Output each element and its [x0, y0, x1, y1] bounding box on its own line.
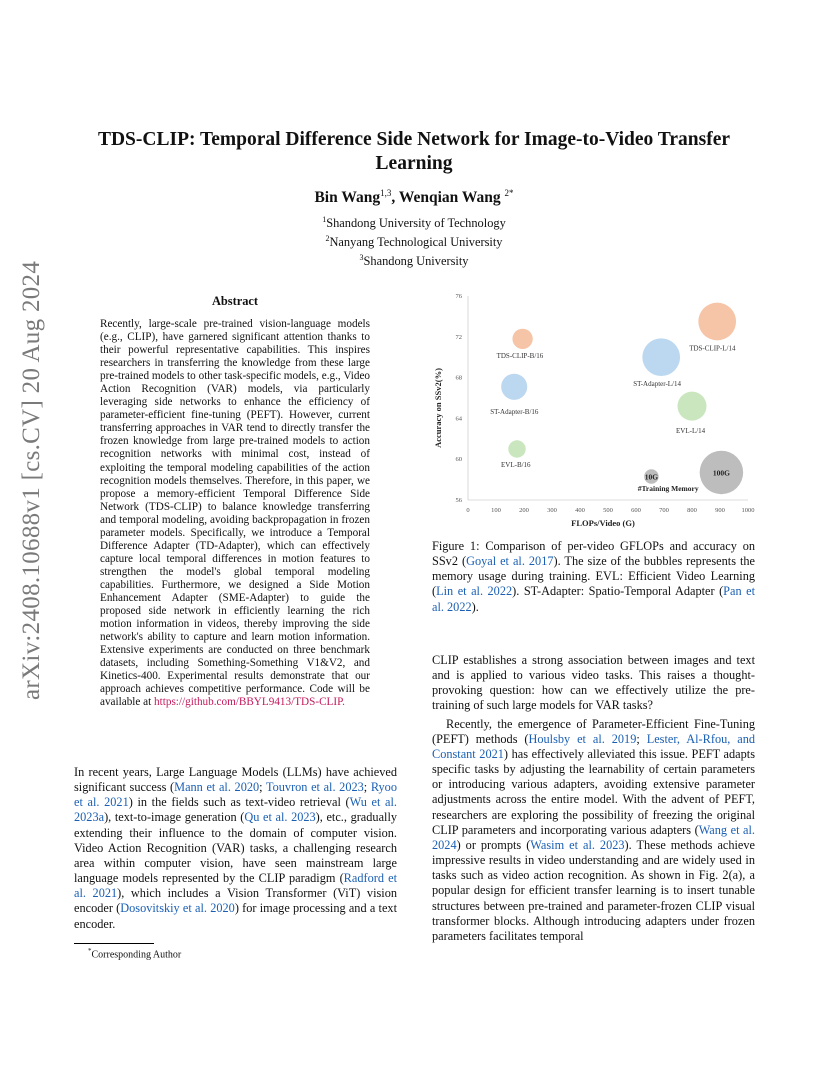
abstract-body: Recently, large-scale pre-trained vision-language models (e.g., CLIP), have garnered significant attention thanks to their powerful representative capabilities. This inspires researchers in transferring the knowledge from these large pre-trained models to other task-specific models, e.g., Video Action Recognition (VAR) models, via particularly leveraging side networks to enhance the efficiency of parameter-efficient fine-tuning (PEFT). However, current transferring approaches in VAR tend to directly transfer the frozen knowledge from large pre-trained models to action recognition networks with minimal cost, instead of exploiting the temporal modeling capabilities of the action recognition models themselves. Therefore, in this paper, we propose a memory-efficient Temporal Difference Side Network (TDS-CLIP) to balance knowledge transferring and temporal modeling, avoiding backpropagation in frozen parameter models. Specifically, we introduce a Temporal Difference Adapter (TD-Adapter), which can effectively capture local temporal differences in motion features to strengthen the model's global temporal modeling capabilities. Furthermore, we designed a Side Motion Enhancement Adapter (SME-Adapter) to guide the proposed side network in efficiently learning the rich motion information in videos, thereby improving the side network's ability to capture and learn motion information. Extensive experiments are conducted on three benchmark datasets, including Something-Something V1&V2, and Kinetics-400. Experimental results demonstrate that our approach achieves competitive performance. Code will be available at	[100, 318, 370, 709]
affiliation-name: Nanyang Technological University	[329, 235, 503, 250]
y-tick-label: 68	[455, 374, 462, 382]
affiliation	[80, 212, 748, 231]
chart-bubbles	[501, 303, 743, 495]
author-name: Bin Wang	[314, 189, 381, 207]
x-tick-label: 500	[603, 507, 613, 514]
bubble-point	[512, 329, 532, 349]
citation-link[interactable]: Mann et al. 2020	[174, 780, 260, 795]
caption-text: Figure 1: Comparison of per-video GFLOPs and accuracy on SSv2 (	[432, 539, 755, 569]
citation-link[interactable]: Wang et al. 2024	[432, 822, 755, 852]
y-tick-label: 64	[455, 415, 462, 423]
author-sup: 1,3	[380, 188, 392, 198]
y-axis-title: Accuracy on SSv2(%)	[433, 368, 443, 448]
bubble-chart	[430, 288, 760, 528]
caption-text: ). ST-Adapter: Spatio-Temporal Adapter (	[512, 584, 724, 599]
caption-text: ). The size of the bubbles represents the memory usage during training. EVL: Efficient Video Learning (	[432, 554, 755, 599]
citation-link[interactable]: Lester, Al-Rfou, and Constant 2021	[432, 731, 755, 761]
x-tick-label: 0	[466, 507, 470, 514]
point-label: EVL-B/16	[501, 461, 531, 469]
footnote-rule	[74, 943, 154, 944]
footnote-text: Corresponding Author	[91, 949, 182, 961]
y-tick-label: 60	[455, 456, 462, 464]
right-column-text	[432, 653, 755, 944]
citation-link[interactable]: Wasim et al. 2023	[530, 837, 625, 852]
y-tick-label: 76	[455, 293, 462, 300]
intro-text: ;	[259, 780, 266, 795]
citation-link[interactable]: Qu et al. 2023	[244, 810, 316, 825]
affiliation	[80, 250, 748, 269]
citation-link[interactable]: Touvron et al. 2023	[265, 780, 364, 795]
y-tick-label: 72	[455, 333, 462, 341]
x-tick-label: 1000	[741, 507, 755, 514]
bubble-point	[642, 338, 680, 376]
y-tick-label: 56	[455, 497, 462, 504]
point-label: ST-Adapter-B/16	[490, 407, 539, 416]
figure-caption	[432, 539, 755, 615]
intro-text: ), etc., gradually extending their influence to the domain of computer vision. Video Action Recognition (VAR) tasks, a challenging research area within computer vision, have seen mainstream large language models represented by the CLIP paradigm (	[74, 810, 398, 886]
body-text: ;	[636, 731, 647, 746]
intro-text: ), text-to-image generation (	[104, 810, 245, 825]
citation-link[interactable]: Lin et al. 2022	[436, 584, 513, 599]
citation-link[interactable]: Dosovitskiy et al. 2020	[120, 901, 235, 916]
affiliations	[80, 212, 748, 269]
bubble-point	[501, 374, 527, 400]
affiliation-sup: 2	[325, 234, 330, 244]
citation-link[interactable]: Ryoo et al. 2021	[74, 780, 397, 810]
affiliation	[80, 231, 748, 250]
author-list: Bin Wang$^{1,3}$, Wenqian Wang $^{2*}$	[314, 188, 514, 207]
point-label: EVL-L/14	[676, 427, 706, 436]
citation-link[interactable]: Wu et al. 2023a	[74, 795, 397, 825]
abstract-heading: Abstract	[211, 294, 259, 308]
author-sup: 2*	[504, 188, 514, 198]
intro-text: In recent years, Large Language Models (LLMs) have achieved significant success (	[74, 765, 397, 795]
x-tick-label: 600	[631, 507, 641, 514]
point-label: ST-Adapter-L/14	[633, 380, 682, 389]
citation-link[interactable]: Pan et al. 2022	[432, 584, 755, 614]
x-tick-label: 900	[715, 507, 725, 514]
body-text: ). These methods achieve impressive results in video understanding and are widely used in tasks such as video action recognition. As shown in Fig. 2(a), a popular design for efficient transfer learning is to insert tunable structures between pre-trained and parameter-frozen CLIP visual transformer blocks. Although introducing adapters under frozen parameters facilitates temporal	[432, 837, 755, 943]
x-tick-label: 400	[575, 507, 585, 514]
paper-title: TDS-CLIP: Temporal Difference Side Network for Image-to-Video Transfer Learning	[97, 129, 731, 174]
citation-link[interactable]: Radford et al. 2021	[74, 871, 397, 901]
affiliation-sup: 1	[322, 215, 327, 224]
body-text: ) has effectively alleviated this issue. PEFT adapts specific tasks by adjusting the learnability of certain parameters or introducing various adapters, avoiding extensive parameter adjustments across the entire model. With the advent of PEFT, researchers are exploring the possibility of freezing the original CLIP parameters and incorporating various adapters (	[432, 746, 755, 837]
legend-label: 100G	[712, 468, 730, 478]
point-label: TDS-CLIP-B/16	[496, 351, 544, 360]
affiliation-name: Shandong University	[363, 254, 469, 269]
legend-label: 10G	[644, 472, 659, 482]
code-url-link[interactable]: https://github.com/BBYL9413/TDS-CLIP.	[154, 696, 345, 709]
bubble-point	[678, 392, 707, 421]
x-tick-label: 800	[687, 507, 697, 514]
footnote-mark: *	[88, 947, 92, 955]
citation-link[interactable]: Houlsby et al. 2019	[528, 731, 637, 746]
x-tick-label: 200	[519, 507, 529, 514]
intro-paragraph	[74, 765, 397, 932]
intro-text: ;	[363, 780, 371, 795]
intro-text: ) in the fields such as text-video retrieval (	[128, 795, 350, 810]
affiliation-sup: 3	[359, 253, 364, 263]
body-text: ) or prompts (	[456, 837, 531, 852]
x-tick-label: 300	[547, 507, 557, 514]
paragraph	[432, 717, 755, 944]
footnote	[88, 947, 181, 960]
caption-text: ).	[471, 599, 479, 614]
arxiv-id: arXiv:2408.10688v1 [cs.CV] 20 Aug 2024	[18, 260, 45, 700]
affiliation-name: Shandong University of Technology	[326, 216, 506, 231]
author-name: Wenqian Wang	[398, 189, 501, 207]
intro-text: ) for image processing and a text encoder.	[74, 901, 397, 931]
citation-link[interactable]: Goyal et al. 2017	[466, 554, 554, 569]
abstract-text	[100, 318, 370, 709]
x-axis-title: FLOPs/Video (G)	[571, 518, 635, 528]
arxiv-stamp	[18, 260, 45, 700]
point-label: TDS-CLIP-L/14	[689, 344, 736, 353]
bubble-point	[508, 440, 525, 457]
x-tick-label: 100	[491, 507, 501, 514]
body-text: Recently, the emergence of Parameter-Efficient Fine-Tuning (PEFT) methods (	[432, 716, 755, 746]
x-tick-label: 700	[659, 507, 669, 514]
bubble-point	[698, 303, 736, 341]
intro-text: ), which includes a Vision Transformer (ViT) vision encoder (	[74, 886, 397, 916]
paragraph: CLIP establishes a strong association between images and text and is applied to various video tasks. This raises a thought-provoking question: how can we effectively utilize the pre-training of such large models for VAR tasks?	[432, 653, 755, 713]
legend-title: #Training Memory	[637, 483, 699, 493]
